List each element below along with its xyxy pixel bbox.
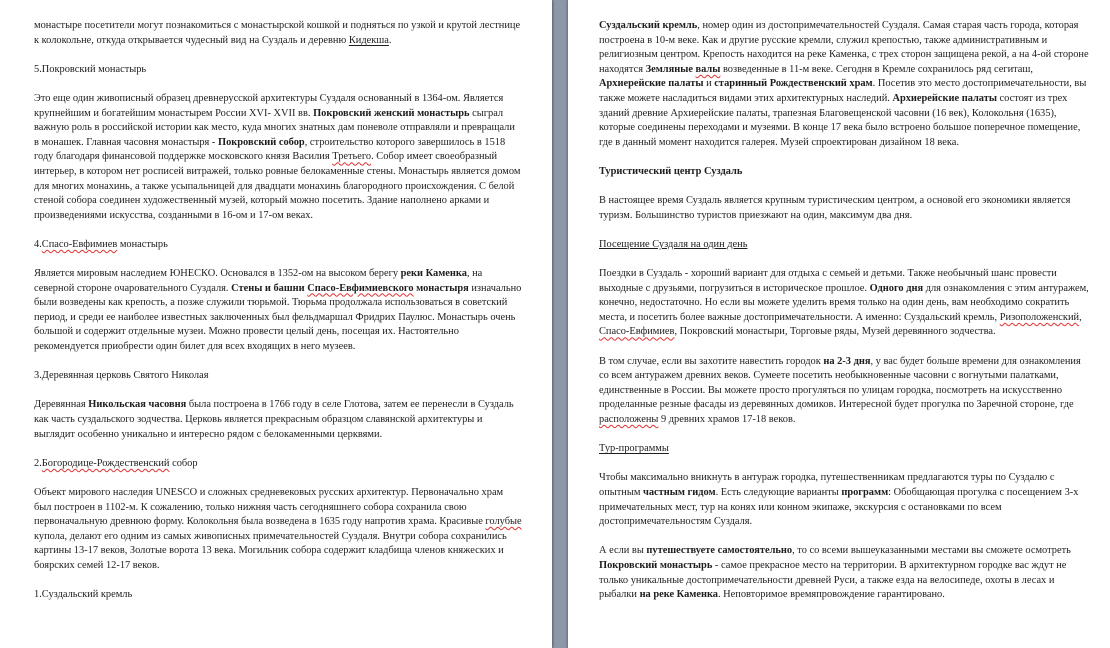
paragraph-independent-travel: А если вы путешествуете самостоятельно, то со всеми вышеуказанными местами вы сможете осмотреть Покровский монастырь - самое прекрасное место на территории. В архитектурном городке вас ждут не только уникальные достопримечательности древней Руси, а также езда на велосипеде, охоты в лесах и рыбалки на реке Каменка. Неповторимое времяпровождение гарантировано. (599, 545, 1071, 601)
heading-one-day-visit: Посещение Суздаля на один день (599, 238, 748, 250)
heading-pokrovsky-monastery: 5.Покровский монастырь (34, 63, 147, 75)
heading-tourist-center: Туристический центр Суздаль (599, 165, 743, 177)
paragraph-pokrovsky: Это еще один живописный образец древнерусской архитектуры Суздаля основанный в 1364-ом. Является крупнейшим и богатейшим монастырем России XVI- XVII вв. Покровский женский монастырь сыграл важную роль в российской истории как место, куда многих знатных дам поневоле отправляли и превращали в монашек. Главная часовня монастыря - Покровский собор, строительство которого завершилось в 1518 году благодаря финансовой поддержке московского князя Василия Третьего. Собор имеет своеобразный интерьер, в котором нет росписей витражей, только ровные белокаменные стены. Монастырь является домом для многих монахинь, а также усыпальницей для двадцати монахинь благородного происхождения. С белой стеной собора соединен художественный музей, который можно посетить. Здание наполнено арками и произведениями искусства, созданными в 16-ом и 17-ом веках. (34, 92, 521, 221)
misspelled-word: Спасо-Евфимиевского (307, 282, 414, 294)
paragraph-intro: монастыре посетители могут познакомиться с монастырской кошкой и подняться по узкой и крутой лестнице к колокольне, откуда открывается чудесный вид на Суздаль и деревню Кидекша. (34, 20, 521, 46)
document-page-right[interactable] (568, 0, 1110, 648)
paragraph-tours: Чтобы максимально вникнуть в антураж городка, путешественникам предлагаются туры по Суздалю с опытным частным гидом. Есть следующие варианты программ: Обобщающая прогулка с посещением 3-х примечательных мест, тур на конях или конном экипаже, экскурсия с остановками по всем достопримечательностям Суздаля. (599, 472, 1079, 528)
paragraph-two-three-days: В том случае, если вы захотите навестить городок на 2-3 дня, у вас будет больше времени для ознакомления со всем антуражем древних веков. Сумеете посетить необыкновенные часовни с вогнутыми палатками, единственные в России. Вы можете просто прогуляться по улицам городка, посмотреть на искусственно проделанные резные фасады из деревянных домиков. Интересной будет прогулка по Заречной стороне, где расположены 9 древних храмов 17-18 веков. (599, 355, 1081, 426)
misspelled-word: Третьего (332, 151, 372, 163)
misspelled-word: Спасо-Евфимиев (599, 326, 675, 338)
misspelled-word: Кидекша (348, 34, 389, 46)
paragraph-tourist-center: В настоящее время Суздаль является крупным туристическим центром, а основой его экономики является туризм. Большинство туристов приезжают на один, максимум два дня. (599, 195, 1071, 221)
misspelled-word: Спасо-Евфимиев (41, 238, 118, 250)
heading-spaso-evfimiev: 4.Спасо-Евфимиев монастырь (34, 238, 168, 250)
paragraph-spaso-evfimiev: Является мировым наследием ЮНЕСКО. Основался в 1352-ом на высоком берегу реки Каменка, на северной стороне очаровательного Суздаля. Стены и башни Спасо-Евфимиевского монастыря изначально были возведены как крепость, а позже служили тюрьмой. Тюрьма продолжала использоваться в советский период, и среди ее наиболее известных заключенных был фельдмаршал Фридрих Паулюс. Монастырь очень большой и содержит отдельные музеи. Можно провести целый день, посещая их. Настоятельно рекомендуется приобрести один билет для всех входящих в него музеев. (34, 268, 522, 353)
heading-nativity-cathedral: 2.Богородице-Рождественский собор (34, 457, 198, 469)
misspelled-word: голубые (485, 516, 522, 528)
heading-st-nicholas-church: 3.Деревянная церковь Святого Николая (34, 370, 209, 382)
misspelled-word: Ризоположенский (999, 311, 1080, 323)
misspelled-word: расположены (599, 414, 659, 426)
paragraph-nativity: Объект мирового наследия UNESCO и сложных средневековых русских архитектур. Первоначально храм был построен в 1102-м. К сожалению, только нижняя часть сегодняшнего собора сохранила свою первоначальную древнюю форму. Колокольня была возведена в 1635 году напротив храма. Красивые голубые купола, делают его одним из самых живописных примечательностей Суздаля. Внутри собора сохранились картины 13-17 веков, Золотые ворота 13 века. Могильник собора содержит кладбища членов княжеских и боярских семей 12-17 веков. (34, 487, 522, 571)
document-page-left[interactable] (0, 0, 552, 648)
heading-suzdal-kremlin: 1.Суздальский кремль (34, 589, 133, 601)
paragraph-kremlin: Суздальский кремль, номер один из достопримечательностей Суздаля. Самая старая часть города, которая построена в 10-м веке. Как и другие русские кремли, служил крепостью, также административным и религиозным центром. Крепость находится на реке Каменка, с трех сторон защищена рекой, а на 4-ой стороне находятся Земляные валы возведенные в 11-м веке. Сегодня в Кремле сохранилось ряд сегиташ, Архиерейские палаты и старинный Рождественский храм. Посетив это место достопримечательности, вы также можете насладиться видами этих архитектурных наследий. Архиерейские палаты состоят из трех зданий древние Архиерейские палаты, трапезная Благовещенской часовни (16 век), Колокольня (1635), которые соединены переходами и музеями. В конце 17 века было встроено большое поперечное помещение, где в данный момент находится галерея. Музей спроектирован дизайном 18 века. (599, 20, 1089, 148)
heading-tour-programs: Тур-программы (599, 443, 669, 455)
misspelled-word: валы (695, 63, 721, 75)
paragraph-one-day: Поездки в Суздаль - хороший вариант для отдыха с семьей и детьми. Также необычный шанс провести выходные с друзьями, погрузиться в историческое прошлое. Одного дня для ознакомления с этим антуражем, конечно, недостаточно. Но если вы можете уделить время только на один день, вам необходимо сократить места, и посетить более важные достопримечательности. А именно: Суздальский кремль, Ризоположенский, Спасо-Евфимиев, Покровский монастыри, Торговые ряды, Музей деревянного зодчества. (599, 268, 1089, 338)
paragraph-st-nicholas: Деревянная Никольская часовня была построена в 1766 году в селе Глотова, затем ее перенесли в Суздаль как часть суздальского зодчества. Церковь является прекрасным образцом славянской архитектуры и выглядит особенно уникально и интересно рядом с белокаменными церквями. (34, 399, 514, 440)
misspelled-word: Богородице-Рождественский (41, 457, 170, 469)
